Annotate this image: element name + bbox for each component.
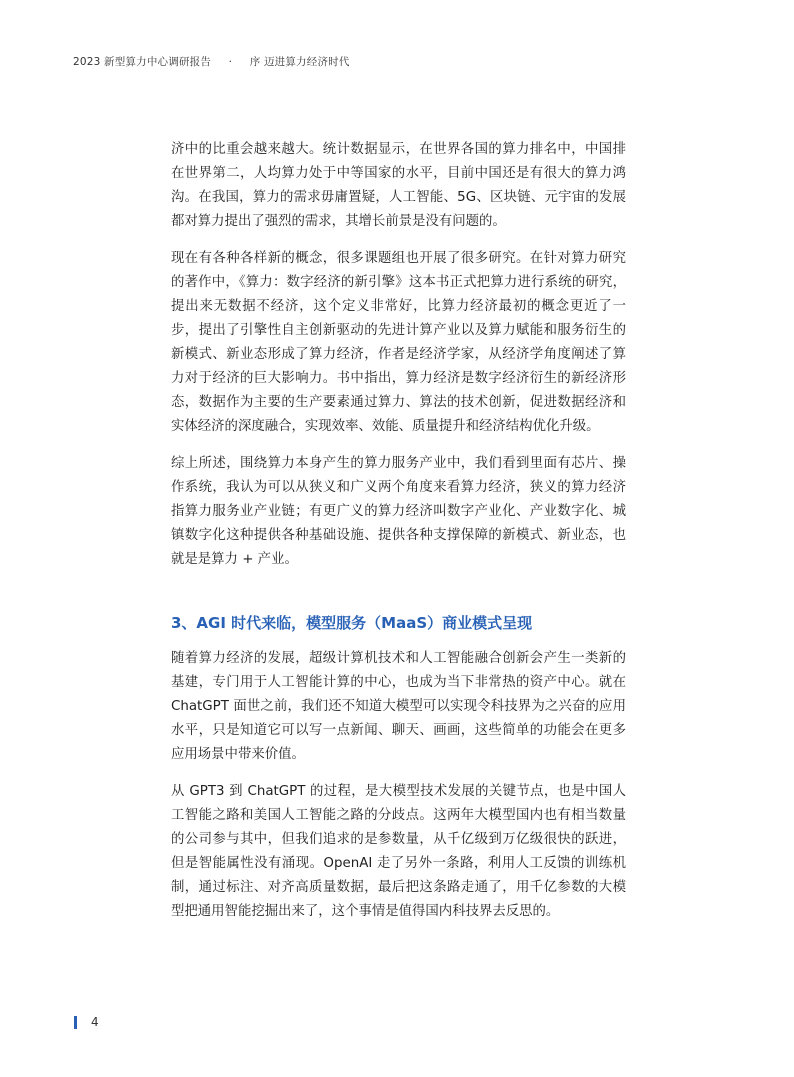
page-footer [74,1014,99,1030]
main-content [171,138,626,937]
header-separator: · [228,56,233,68]
running-header [73,54,350,69]
chapter-title: 序 迈进算力经济时代 [249,56,350,68]
body-paragraph: 随着算力经济的发展，超级计算机技术和人工智能融合创新会产生一类新的基建，专门用于人工智能计算的中心，也成为当下非常热的资产中心。就在 ChatGPT 面世之前，我们还不知道大模型可以实现令科技界为之兴奋的应用水平，只是知道它可以写一点新闻、聊天、画画，这些简单的功能会在更多应用场景中带来价值。 [171,651,626,762]
body-paragraph: 从 GPT3 到 ChatGPT 的过程，是大模型技术发展的关键节点，也是中国人工智能之路和美国人工智能之路的分歧点。这两年大模型国内也有相当数量的公司参与其中，但我们追求的是参数量，从千亿级到万亿级很快的跃进，但是智能属性没有涌现。OpenAI 走了另外一条路，利用人工反馈的训练机制，通过标注、对齐高质量数据，最后把这条路走通了，用千亿参数的大模型把通用智能挖掘出来了，这个事情是值得国内科技界去反思的。 [171,784,626,919]
body-paragraph: 现在有各种各样新的概念，很多课题组也开展了很多研究。在针对算力研究的著作中，《算力：数字经济的新引擎》这本书正式把算力进行系统的研究，提出来无数据不经济，这个定义非常好，比算力经济最初的概念更近了一步，提出了引擎性自主创新驱动的先进计算产业以及算力赋能和服务衍生的新模式、新业态形成了算力经济，作者是经济学家，从经济学角度阐述了算力对于经济的巨大影响力。书中指出，算力经济是数字经济衍生的新经济形态，数据作为主要的生产要素通过算力、算法的技术创新，促进数据经济和实体经济的深度融合，实现效率、效能、质量提升和经济结构优化升级。 [171,251,626,434]
section-heading: 3、AGI 时代来临，模型服务（MaaS）商业模式呈现 [171,614,533,632]
body-paragraph: 济中的比重会越来越大。统计数据显示，在世界各国的算力排名中，中国排在世界第二，人均算力处于中等国家的水平，目前中国还是有很大的算力鸿沟。在我国，算力的需求毋庸置疑，人工智能、5G、区块链、元宇宙的发展都对算力提出了强烈的需求，其增长前景是没有问题的。 [171,142,626,229]
body-paragraph: 综上所述，围绕算力本身产生的算力服务产业中，我们看到里面有芯片、操作系统，我认为可以从狭义和广义两个角度来看算力经济，狭义的算力经济指算力服务业产业链；有更广义的算力经济叫数字产业化、产业数字化、城镇数字化这种提供各种基础设施、提供各种支撑保障的新模式、新业态，也就是是算力 + 产业。 [171,456,626,567]
report-title: 2023 新型算力中心调研报告 [73,56,212,68]
footer-accent-bar [74,1016,77,1029]
page-number: 4 [91,1015,99,1029]
